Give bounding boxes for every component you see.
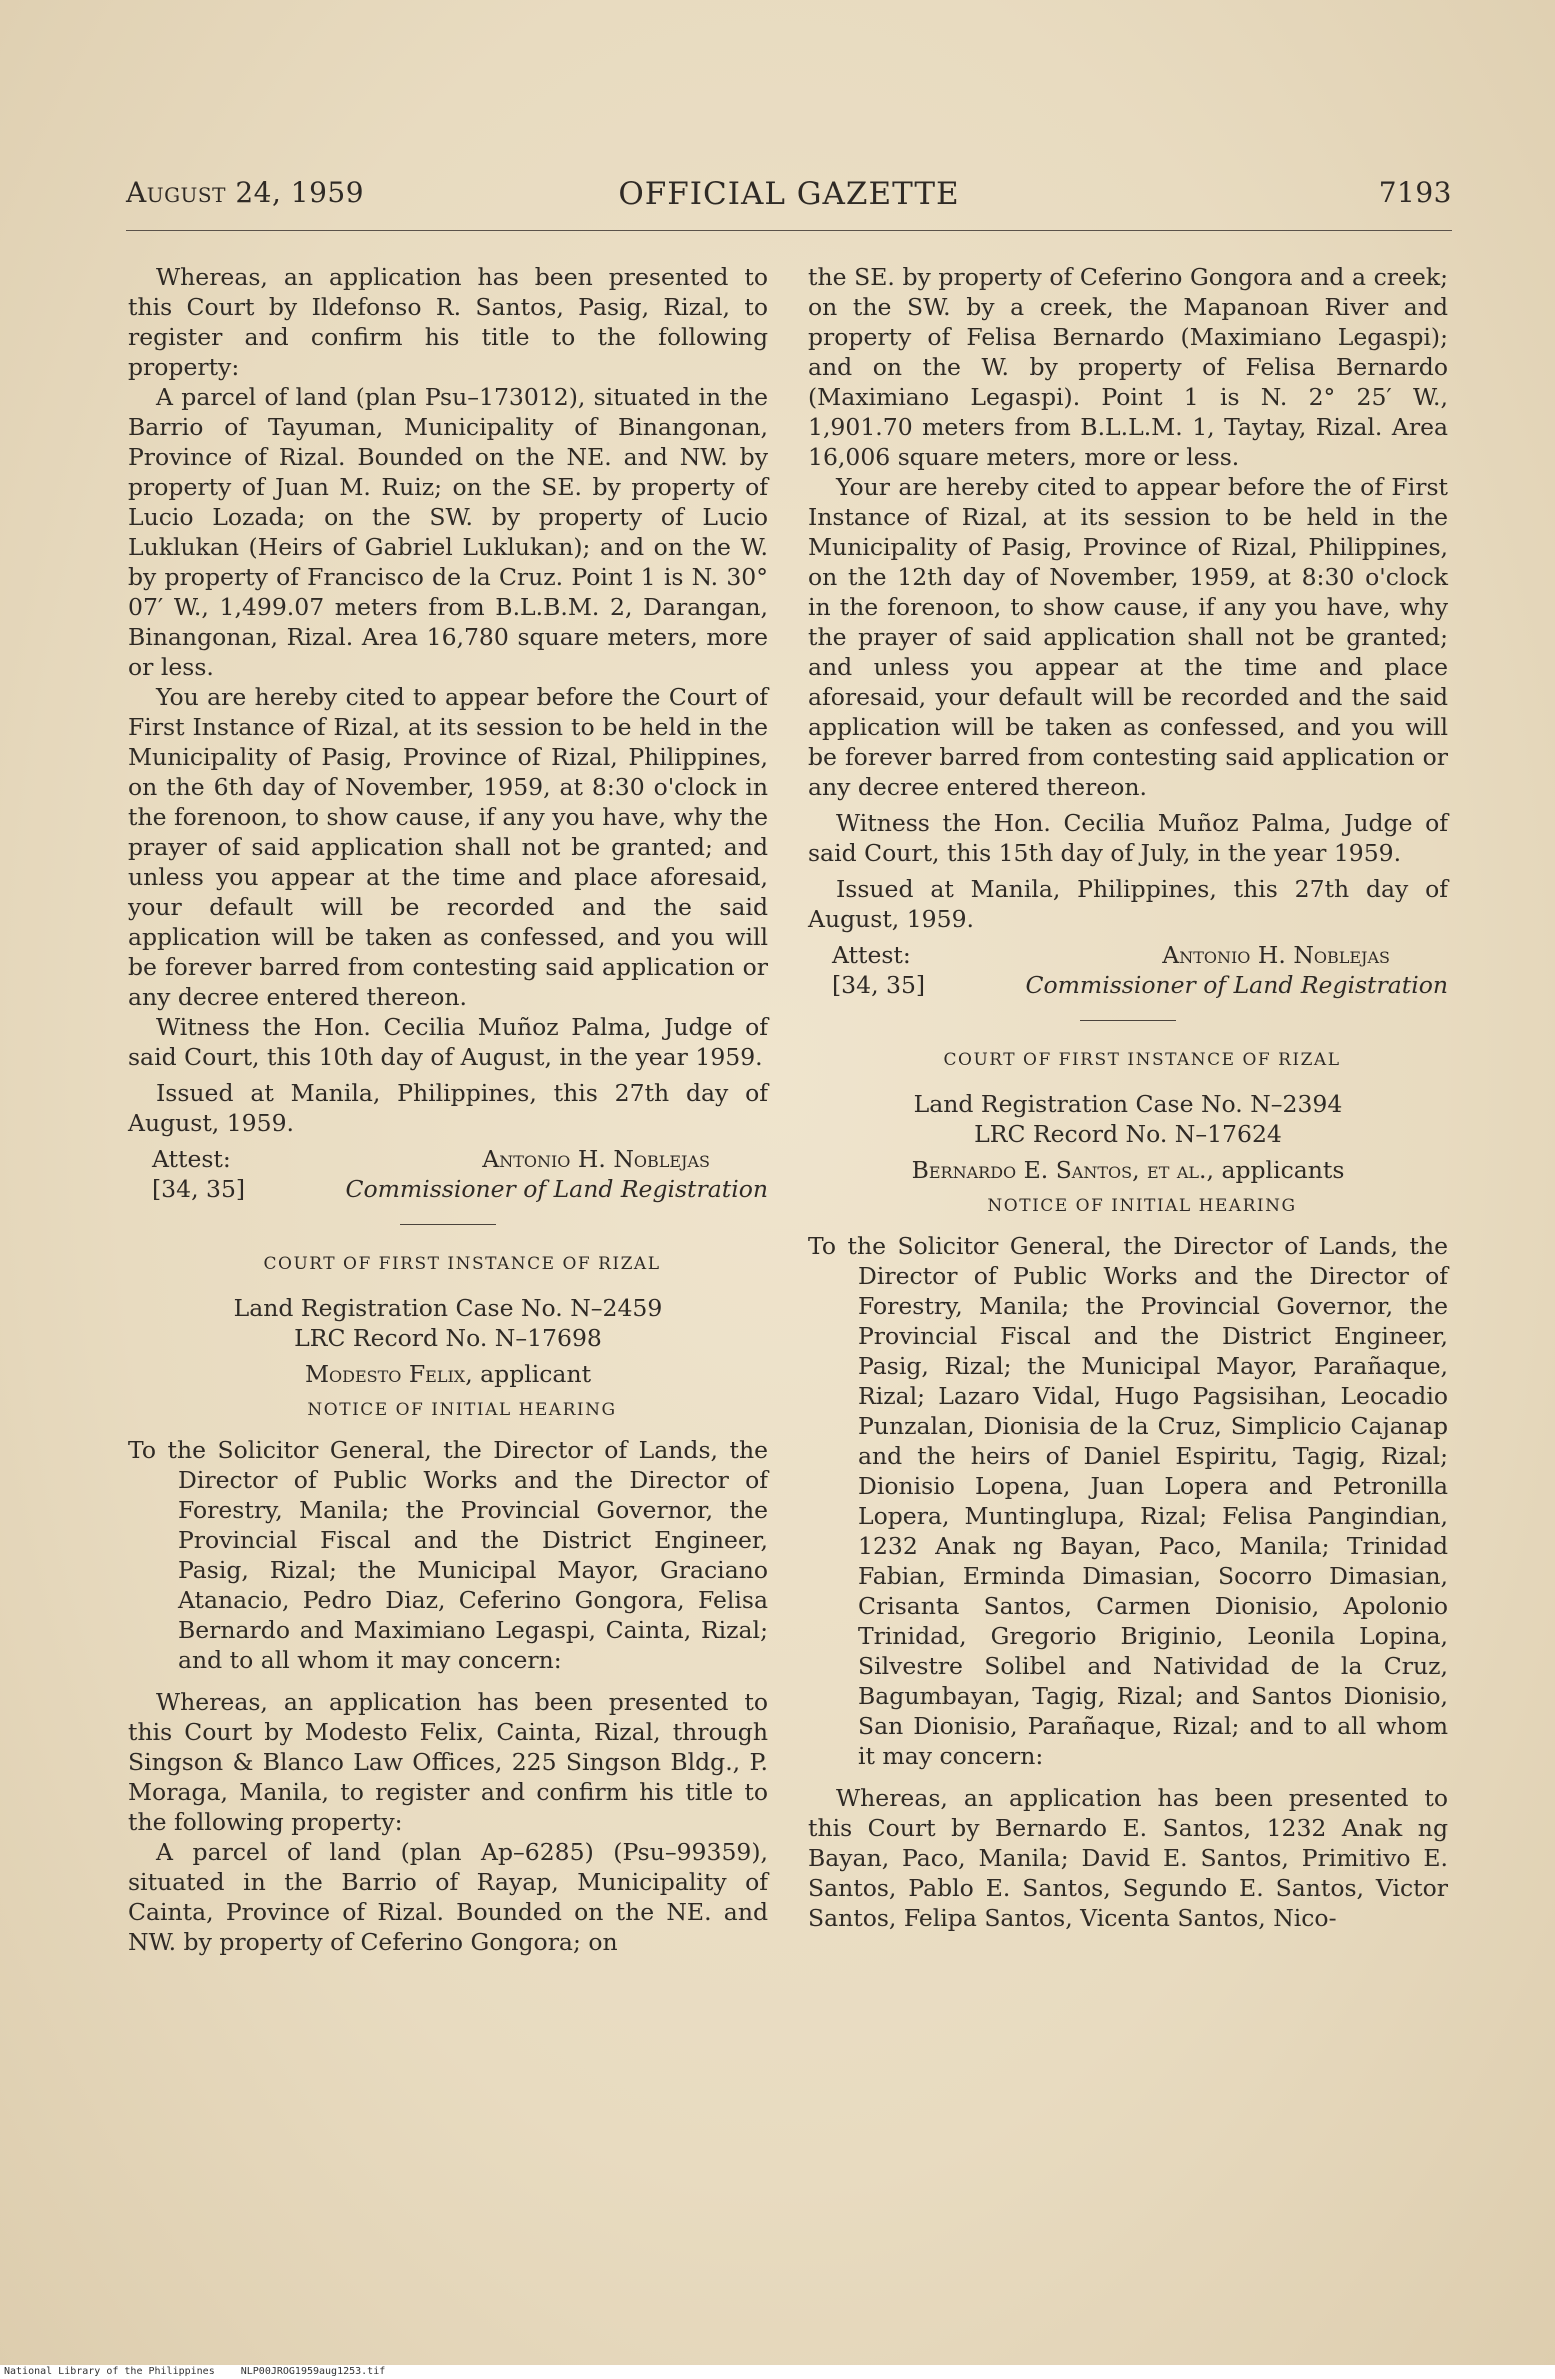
- case-number: Land Registration Case No. N–2459: [233, 1294, 663, 1322]
- court-heading: COURT OF FIRST INSTANCE OF RIZAL: [263, 1254, 661, 1274]
- reference-number: [34, 35]: [152, 1175, 246, 1203]
- paragraph: Witness the Hon. Cecilia Muñoz Palma, Judge of said Court, this 15th day of July, in the year 1959.: [808, 809, 1448, 867]
- reference-number: [34, 35]: [832, 971, 926, 999]
- court-heading: COURT OF FIRST INSTANCE OF RIZAL: [943, 1050, 1341, 1070]
- applicant-suffix: , applicants: [1206, 1156, 1345, 1184]
- case-number: Land Registration Case No. N–2394: [913, 1090, 1343, 1118]
- right-column: [808, 262, 1448, 1933]
- paragraph: Whereas, an application has been presented to this Court by Bernardo E. Santos, 1232 Anak ng Bayan, Paco, Manila; David E. Santos, Primitivo E. Santos, Pablo E. Santos, Segundo E. Santos, Victor Santos, Felipa Santos, Vicenta Santos, Nico-: [808, 1784, 1448, 1932]
- paragraph: Witness the Hon. Cecilia Muñoz Palma, Judge of said Court, this 10th day of August, in the year 1959.: [128, 1013, 768, 1071]
- attest-line: [128, 1174, 768, 1204]
- left-column: [128, 262, 768, 1957]
- page-number: 7193: [1378, 176, 1452, 209]
- applicant-line: [808, 1155, 1448, 1185]
- applicant-name: Bernardo E. Santos, et al.: [911, 1156, 1207, 1184]
- paragraph: Whereas, an application has been presented to this Court by Ildefonso R. Santos, Pasig, Rizal, to register and confirm his title to the following property:: [128, 263, 768, 381]
- publication-title: OFFICIAL GAZETTE: [618, 176, 960, 212]
- paragraph: A parcel of land (plan Ap–6285) (Psu–99359), situated in the Barrio of Rayap, Municipality of Cainta, Province of Rizal. Bounded on the NE. and NW. by property of Ceferino Gongora; on: [128, 1838, 768, 1956]
- applicant-name: Modesto Felix: [304, 1360, 466, 1388]
- scan-filename: NLP00JROG1959aug1253.tif: [240, 2366, 386, 2377]
- paragraph: the SE. by property of Ceferino Gongora and a creek; on the SW. by a creek, the Mapanoan River and property of Felisa Bernardo (Maximiano Legaspi); and on the W. by property of Felisa Bernardo (Maximiano Legaspi). Point 1 is N. 2° 25′ W., 1,901.70 meters from B.L.L.M. 1, Taytay, Rizal. Area 16,006 square meters, more or less.: [808, 263, 1448, 471]
- signer-name: Antonio H. Noblejas: [482, 1145, 710, 1173]
- scan-footer: [0, 2365, 1555, 2379]
- addressees: To the Solicitor General, the Director of Lands, the Director of Public Works and the Director of Forestry, Manila; the Provincial Governor, the Provincial Fiscal and the District Engineer, Pasig, Rizal; the Municipal Mayor, Parañaque, Rizal; Lazaro Vidal, Hugo Pagsisihan, Leocadio Punzalan, Dionisia de la Cruz, Simplicio Cajanap and the heirs of Daniel Espiritu, Tagig, Rizal; Dionisio Lopena, Juan Lopera and Petronilla Lopera, Muntinglupa, Rizal; Felisa Pangindian, 1232 Anak ng Bayan, Paco, Manila; Trinidad Fabian, Erminda Dimasian, Socorro Dimasian, Crisanta Santos, Carmen Dionisio, Apolonio Trinidad, Gregorio Briginio, Leonila Lopina, Silvestre Solibel and Natividad de la Cruz, Bagumbayan, Tagig, Rizal; and Santos Dionisio, San Dionisio, Parañaque, Rizal; and to all whom it may concern:: [808, 1232, 1448, 1770]
- library-credit: National Library of the Philippines: [4, 2366, 215, 2377]
- addressees: To the Solicitor General, the Director of Lands, the Director of Public Works and the Director of Forestry, Manila; the Provincial Governor, the Provincial Fiscal and the District Engineer, Pasig, Rizal; the Municipal Mayor, Graciano Atanacio, Pedro Diaz, Ceferino Gongora, Felisa Bernardo and Maximiano Legaspi, Cainta, Rizal; and to all whom it may concern:: [128, 1436, 768, 1674]
- attest-label: Attest:: [152, 1145, 231, 1173]
- signer-title: Commissioner of Land Registration: [345, 1175, 768, 1203]
- attest-label: Attest:: [832, 941, 911, 969]
- signer-name: Antonio H. Noblejas: [1162, 941, 1390, 969]
- record-number: LRC Record No. N–17698: [294, 1324, 602, 1352]
- applicant-suffix: , applicant: [465, 1360, 592, 1388]
- paragraph: A parcel of land (plan Psu–173012), situated in the Barrio of Tayuman, Municipality of Binangonan, Province of Rizal. Bounded on the NE. and NW. by property of Juan M. Ruiz; on the SE. by property of Lucio Lozada; on the SW. by property of Lucio Luklukan (Heirs of Gabriel Luklukan); and on the W. by property of Francisco de la Cruz. Point 1 is N. 30° 07′ W., 1,499.07 meters from B.L.B.M. 2, Darangan, Binangonan, Rizal. Area 16,780 square meters, more or less.: [128, 383, 768, 681]
- header-rule: [126, 230, 1452, 231]
- paragraph: You are hereby cited to appear before the Court of First Instance of Rizal, at its session to be held in the Municipality of Pasig, Province of Rizal, Philippines, on the 6th day of November, 1959, at 8:30 o'clock in the forenoon, to show cause, if any you have, why the prayer of said application shall not be granted; and unless you appear at the time and place aforesaid, your default will be recorded and the said application will be taken as confessed, and you will be forever barred from contesting said application or any decree entered thereon.: [128, 683, 769, 1011]
- applicant-line: [128, 1359, 768, 1389]
- section-divider: [400, 1224, 496, 1225]
- issue-date: August 24, 1959: [126, 176, 365, 209]
- signer-title: Commissioner of Land Registration: [1025, 971, 1448, 999]
- attest-line: [808, 970, 1448, 1000]
- record-number: LRC Record No. N–17624: [974, 1120, 1282, 1148]
- section-divider: [1080, 1020, 1176, 1021]
- paragraph: Issued at Manila, Philippines, this 27th day of August, 1959.: [128, 1079, 768, 1137]
- paragraph: Whereas, an application has been presented to this Court by Modesto Felix, Cainta, Rizal, through Singson & Blanco Law Offices, 225 Singson Bldg., P. Moraga, Manila, to register and confirm his title to the following property:: [128, 1688, 768, 1836]
- attest-line: [808, 940, 1448, 970]
- paragraph: Issued at Manila, Philippines, this 27th day of August, 1959.: [808, 875, 1448, 933]
- page-header: [126, 176, 1452, 216]
- paragraph: Your are hereby cited to appear before the of First Instance of Rizal, at its session to be held in the Municipality of Pasig, Province of Rizal, Philippines, on the 12th day of November, 1959, at 8:30 o'clock in the forenoon, to show cause, if any you have, why the prayer of said application shall not be granted; and unless you appear at the time and place aforesaid, your default will be recorded and the said application will be taken as confessed, and you will be forever barred from contesting said application or any decree entered thereon.: [808, 473, 1448, 801]
- notice-heading: NOTICE OF INITIAL HEARING: [307, 1400, 617, 1420]
- attest-line: [128, 1144, 768, 1174]
- notice-heading: NOTICE OF INITIAL HEARING: [987, 1196, 1297, 1216]
